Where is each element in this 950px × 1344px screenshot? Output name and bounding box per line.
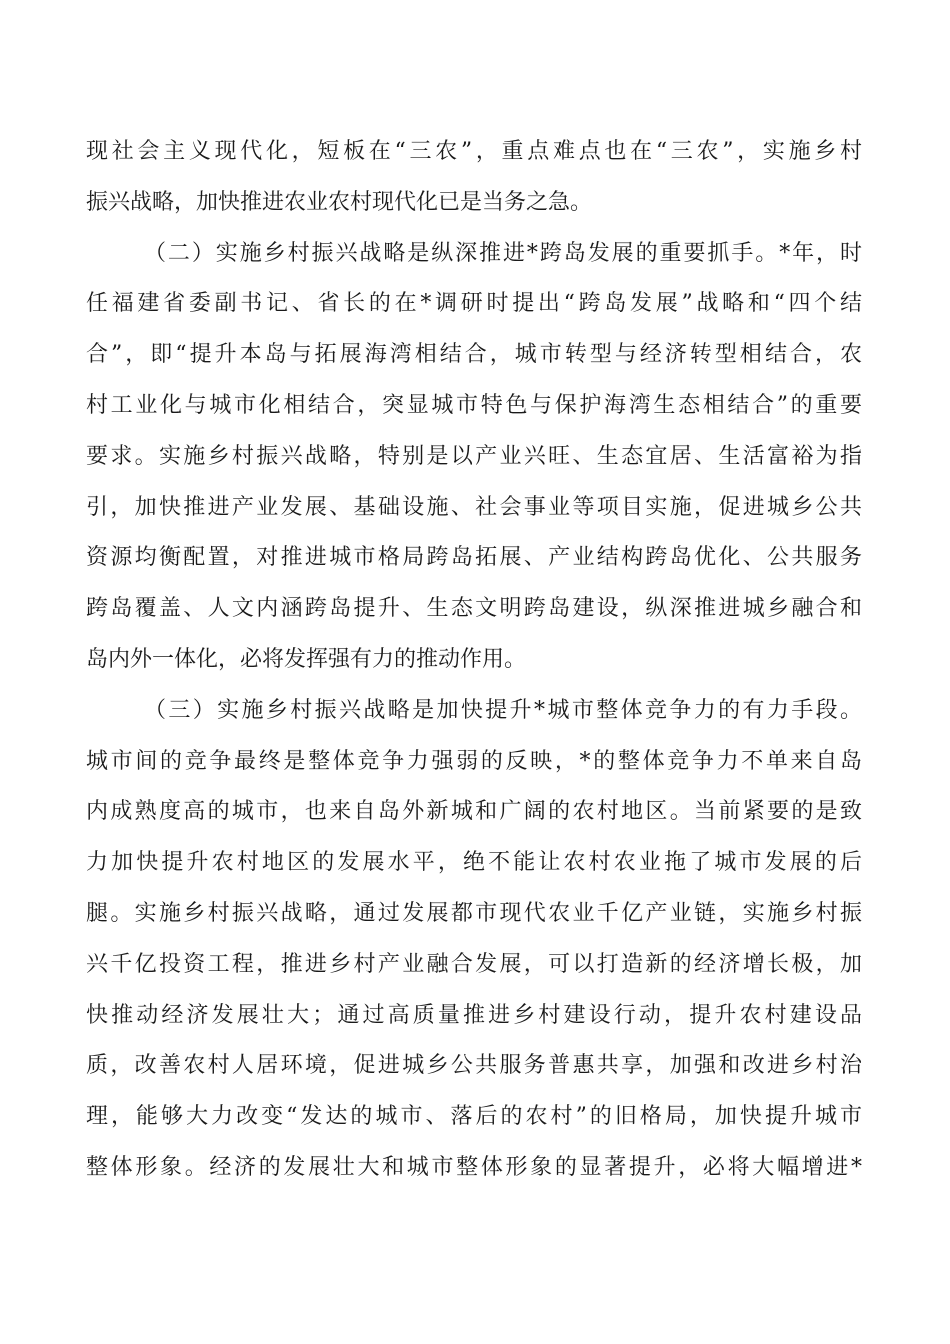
text-line: 快推动经济发展壮大；通过高质量推进乡村建设行动，提升农村建设品 (86, 1002, 862, 1028)
paragraph-intro-continuation (86, 127, 862, 229)
paragraph-section-two (86, 229, 862, 686)
text-line: 力加快提升农村地区的发展水平，绝不能让农村农业拖了城市发展的后 (86, 850, 862, 876)
text-line: 现社会主义现代化，短板在“三农”，重点难点也在“三农”，实施乡村 (86, 139, 862, 164)
text-line: 引，加快推进产业发展、基础设施、社会事业等项目实施，促进城乡公共 (86, 494, 862, 520)
text-line: 腿。实施乡村振兴战略，通过发展都市现代农业千亿产业链，实施乡村振 (86, 900, 862, 926)
paragraph-section-three (86, 686, 862, 1194)
text-line: 任福建省委副书记、省长的在*调研时提出“跨岛发展”战略和“四个结 (86, 291, 862, 317)
text-line: 兴千亿投资工程，推进乡村产业融合发展，可以打造新的经济增长极，加 (86, 951, 862, 977)
section-two-heading-line: （二）实施乡村振兴战略是纵深推进*跨岛发展的重要抓手。*年，时 (144, 240, 862, 266)
text-line: 跨岛覆盖、人文内涵跨岛提升、生态文明跨岛建设，纵深推进城乡融合和 (86, 596, 862, 622)
text-line: 理，能够大力改变“发达的城市、落后的农村”的旧格局，加快提升城市 (86, 1104, 862, 1130)
text-line: 质，改善农村人居环境，促进城乡公共服务普惠共享，加强和改进乡村治 (86, 1053, 862, 1079)
text-line: 内成熟度高的城市，也来自岛外新城和广阔的农村地区。当前紧要的是致 (86, 799, 862, 825)
text-line: 合”，即“提升本岛与拓展海湾相结合，城市转型与经济转型相结合，农 (86, 342, 862, 368)
text-line: 资源均衡配置，对推进城市格局跨岛拓展、产业结构跨岛优化、公共服务 (86, 545, 862, 571)
text-line: 要求。实施乡村振兴战略，特别是以产业兴旺、生态宜居、生活富裕为指 (86, 443, 862, 469)
text-line: 岛内外一体化，必将发挥强有力的推动作用。 (86, 646, 527, 672)
section-three-heading-line: （三）实施乡村振兴战略是加快提升*城市整体竞争力的有力手段。 (144, 697, 862, 723)
text-line: 村工业化与城市化相结合，突显城市特色与保护海湾生态相结合”的重要 (86, 392, 862, 418)
text-line: 整体形象。经济的发展壮大和城市整体形象的显著提升，必将大幅增进* (86, 1154, 862, 1180)
text-line: 振兴战略，加快推进农业农村现代化已是当务之急。 (86, 189, 593, 215)
text-line: 城市间的竞争最终是整体竞争力强弱的反映，*的整体竞争力不单来自岛 (86, 748, 862, 774)
document-page (86, 127, 862, 1194)
